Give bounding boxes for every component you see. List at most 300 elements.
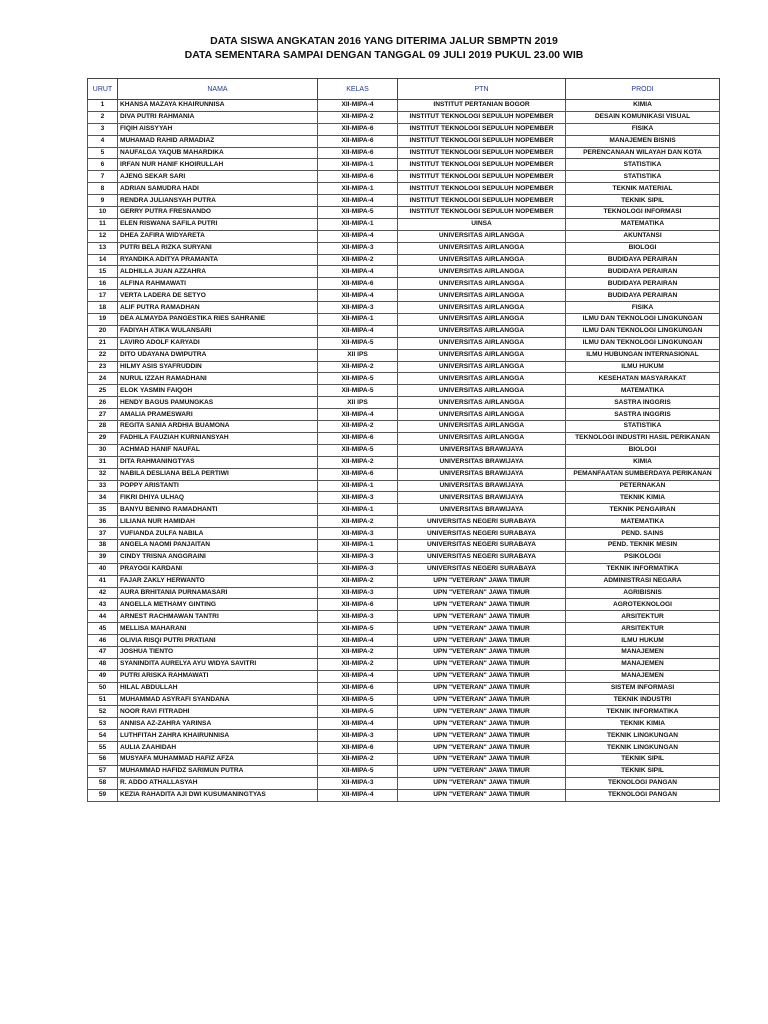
header-urut: URUT <box>88 79 118 100</box>
table-row <box>88 599 720 611</box>
cell-ptn: UNIVERSITAS AIRLANGGA <box>398 409 566 421</box>
table-row <box>88 468 720 480</box>
cell-prodi: TEKNIK PENGAIRAN <box>566 504 720 516</box>
cell-prodi: AGRIBISNIS <box>566 587 720 599</box>
cell-ptn: INSTITUT TEKNOLOGI SEPULUH NOPEMBER <box>398 159 566 171</box>
cell-prodi: STATISTIKA <box>566 159 720 171</box>
cell-urut: 52 <box>88 706 118 718</box>
cell-urut: 51 <box>88 694 118 706</box>
cell-nama: DIVA PUTRI RAHMANIA <box>118 111 318 123</box>
cell-nama: ELOK YASMIN FAIQOH <box>118 385 318 397</box>
cell-urut: 22 <box>88 349 118 361</box>
cell-kelas: XII-MIPA-1 <box>318 504 398 516</box>
cell-prodi: AKUNTANSI <box>566 230 720 242</box>
cell-kelas: XII-MIPA-1 <box>318 159 398 171</box>
cell-nama: R. ADDO ATHALLASYAH <box>118 777 318 789</box>
cell-urut: 11 <box>88 218 118 230</box>
cell-prodi: ILMU HUKUM <box>566 361 720 373</box>
cell-nama: MUSYAFA MUHAMMAD HAFIZ AFZA <box>118 753 318 765</box>
cell-prodi: BUDIDAYA PERAIRAN <box>566 290 720 302</box>
cell-prodi: BUDIDAYA PERAIRAN <box>566 278 720 290</box>
cell-urut: 21 <box>88 337 118 349</box>
cell-kelas: XII-MIPA-3 <box>318 242 398 254</box>
cell-prodi: MANAJEMEN BISNIS <box>566 135 720 147</box>
table-row <box>88 147 720 159</box>
cell-nama: FADHILA FAUZIAH KURNIANSYAH <box>118 432 318 444</box>
cell-kelas: XII-MIPA-6 <box>318 171 398 183</box>
cell-ptn: UNIVERSITAS NEGERI SURABAYA <box>398 539 566 551</box>
cell-kelas: XII-MIPA-6 <box>318 135 398 147</box>
cell-prodi: TEKNIK LINGKUNGAN <box>566 730 720 742</box>
cell-kelas: XII-MIPA-4 <box>318 718 398 730</box>
table-row <box>88 421 720 433</box>
cell-nama: ANGELLA METHAMY GINTING <box>118 599 318 611</box>
cell-prodi: PSIKOLOGI <box>566 551 720 563</box>
cell-nama: ALIF PUTRA RAMADHAN <box>118 302 318 314</box>
cell-ptn: UNIVERSITAS AIRLANGGA <box>398 361 566 373</box>
cell-kelas: XII-MIPA-2 <box>318 658 398 670</box>
cell-urut: 19 <box>88 314 118 326</box>
cell-nama: NAUFALGA YAQUB MAHARDIKA <box>118 147 318 159</box>
cell-kelas: XII-MIPA-1 <box>318 183 398 195</box>
cell-urut: 45 <box>88 623 118 635</box>
student-table <box>87 78 720 802</box>
cell-ptn: INSTITUT TEKNOLOGI SEPULUH NOPEMBER <box>398 171 566 183</box>
table-row <box>88 266 720 278</box>
table-row <box>88 753 720 765</box>
cell-nama: PUTRI ARISKA RAHMAWATI <box>118 670 318 682</box>
cell-nama: MUHAMAD RAHID ARMADIAZ <box>118 135 318 147</box>
cell-urut: 15 <box>88 266 118 278</box>
cell-prodi: MANAJEMEN <box>566 670 720 682</box>
table-row <box>88 682 720 694</box>
cell-ptn: UPN "VETERAN" JAWA TIMUR <box>398 575 566 587</box>
cell-kelas: XII-MIPA-1 <box>318 539 398 551</box>
cell-prodi: TEKNIK INFORMATIKA <box>566 563 720 575</box>
cell-ptn: UNIVERSITAS BRAWIJAYA <box>398 444 566 456</box>
cell-prodi: SASTRA INGGRIS <box>566 409 720 421</box>
cell-urut: 53 <box>88 718 118 730</box>
cell-prodi: ADMINISTRASI NEGARA <box>566 575 720 587</box>
cell-prodi: MANAJEMEN <box>566 658 720 670</box>
table-row <box>88 242 720 254</box>
cell-ptn: UNIVERSITAS NEGERI SURABAYA <box>398 551 566 563</box>
cell-nama: MUHAMMAD ASYRAFI SYANDANA <box>118 694 318 706</box>
cell-kelas: XII-MIPA-5 <box>318 373 398 385</box>
cell-nama: DITO UDAYANA DWIPUTRA <box>118 349 318 361</box>
cell-nama: SYANINDITA AURELYA AYU WIDYA SAVITRI <box>118 658 318 670</box>
cell-ptn: UNIVERSITAS NEGERI SURABAYA <box>398 516 566 528</box>
cell-urut: 28 <box>88 421 118 433</box>
cell-prodi: TEKNOLOGI INDUSTRI HASIL PERIKANAN <box>566 432 720 444</box>
table-body <box>88 100 720 802</box>
cell-prodi: TEKNIK SIPIL <box>566 765 720 777</box>
cell-ptn: UPN "VETERAN" JAWA TIMUR <box>398 646 566 658</box>
table-row <box>88 135 720 147</box>
cell-prodi: TEKNIK MATERIAL <box>566 183 720 195</box>
cell-nama: ALDHILLA JUAN AZZAHRA <box>118 266 318 278</box>
cell-kelas: XII-MIPA-3 <box>318 302 398 314</box>
cell-nama: POPPY ARISTANTI <box>118 480 318 492</box>
cell-kelas: XII-MIPA-2 <box>318 254 398 266</box>
cell-nama: VERTA LADERA DE SETYO <box>118 290 318 302</box>
table-row <box>88 254 720 266</box>
cell-ptn: UNIVERSITAS NEGERI SURABAYA <box>398 563 566 575</box>
cell-kelas: XII-MIPA-4 <box>318 100 398 112</box>
cell-urut: 40 <box>88 563 118 575</box>
cell-urut: 36 <box>88 516 118 528</box>
cell-kelas: XII-MIPA-5 <box>318 385 398 397</box>
cell-ptn: UPN "VETERAN" JAWA TIMUR <box>398 777 566 789</box>
cell-ptn: INSTITUT TEKNOLOGI SEPULUH NOPEMBER <box>398 195 566 207</box>
cell-urut: 56 <box>88 753 118 765</box>
cell-kelas: XII-MIPA-6 <box>318 468 398 480</box>
cell-nama: REGITA SANIA ARDHIA BUAMONA <box>118 421 318 433</box>
cell-prodi: BIOLOGI <box>566 444 720 456</box>
cell-kelas: XII-MIPA-4 <box>318 635 398 647</box>
cell-nama: BANYU BENING RAMADHANTI <box>118 504 318 516</box>
cell-urut: 5 <box>88 147 118 159</box>
table-row <box>88 742 720 754</box>
document-title-block <box>0 34 768 62</box>
cell-nama: AMALIA PRAMESWARI <box>118 409 318 421</box>
cell-kelas: XII-MIPA-4 <box>318 325 398 337</box>
cell-kelas: XII-MIPA-1 <box>318 480 398 492</box>
cell-nama: ACHMAD HANIF NAUFAL <box>118 444 318 456</box>
cell-ptn: INSTITUT TEKNOLOGI SEPULUH NOPEMBER <box>398 207 566 219</box>
cell-ptn: UNIVERSITAS AIRLANGGA <box>398 254 566 266</box>
cell-urut: 48 <box>88 658 118 670</box>
cell-prodi: PEMANFAATAN SUMBERDAYA PERIKANAN <box>566 468 720 480</box>
cell-urut: 18 <box>88 302 118 314</box>
cell-ptn: UPN "VETERAN" JAWA TIMUR <box>398 670 566 682</box>
cell-kelas: XII-MIPA-5 <box>318 207 398 219</box>
cell-ptn: INSTITUT TEKNOLOGI SEPULUH NOPEMBER <box>398 123 566 135</box>
cell-kelas: XII-MIPA-4 <box>318 230 398 242</box>
table-row <box>88 123 720 135</box>
header-ptn: PTN <box>398 79 566 100</box>
cell-kelas: XII-MIPA-5 <box>318 444 398 456</box>
table-row <box>88 575 720 587</box>
cell-kelas: XII-MIPA-3 <box>318 551 398 563</box>
cell-nama: RENDRA JULIANSYAH PUTRA <box>118 195 318 207</box>
cell-ptn: UNIVERSITAS BRAWIJAYA <box>398 468 566 480</box>
cell-prodi: TEKNIK KIMIA <box>566 718 720 730</box>
table-header-row <box>88 79 720 100</box>
cell-prodi: KIMIA <box>566 456 720 468</box>
cell-ptn: UNIVERSITAS AIRLANGGA <box>398 432 566 444</box>
cell-urut: 29 <box>88 432 118 444</box>
cell-kelas: XII-MIPA-6 <box>318 682 398 694</box>
table-row <box>88 111 720 123</box>
cell-prodi: DESAIN KOMUNIKASI VISUAL <box>566 111 720 123</box>
cell-ptn: INSTITUT TEKNOLOGI SEPULUH NOPEMBER <box>398 147 566 159</box>
cell-ptn: UNIVERSITAS AIRLANGGA <box>398 278 566 290</box>
table-row <box>88 159 720 171</box>
table-row <box>88 480 720 492</box>
cell-ptn: UNIVERSITAS BRAWIJAYA <box>398 480 566 492</box>
cell-urut: 57 <box>88 765 118 777</box>
cell-kelas: XII-MIPA-2 <box>318 361 398 373</box>
cell-nama: KEZIA RAHADITA AJI DWI KUSUMANINGTYAS <box>118 789 318 801</box>
cell-urut: 37 <box>88 528 118 540</box>
cell-kelas: XII-MIPA-3 <box>318 492 398 504</box>
cell-prodi: AGROTEKNOLOGI <box>566 599 720 611</box>
cell-prodi: PERENCANAAN WILAYAH DAN KOTA <box>566 147 720 159</box>
cell-prodi: TEKNIK INFORMATIKA <box>566 706 720 718</box>
cell-ptn: UPN "VETERAN" JAWA TIMUR <box>398 765 566 777</box>
cell-ptn: UNIVERSITAS NEGERI SURABAYA <box>398 528 566 540</box>
header-kelas: KELAS <box>318 79 398 100</box>
cell-kelas: XII IPS <box>318 349 398 361</box>
cell-ptn: UPN "VETERAN" JAWA TIMUR <box>398 599 566 611</box>
cell-ptn: UNIVERSITAS AIRLANGGA <box>398 325 566 337</box>
cell-urut: 23 <box>88 361 118 373</box>
table-row <box>88 670 720 682</box>
cell-nama: HENDY BAGUS PAMUNGKAS <box>118 397 318 409</box>
table-row <box>88 456 720 468</box>
cell-nama: ANGELA NAOMI PANJAITAN <box>118 539 318 551</box>
cell-nama: LAVIRO ADOLF KARYADI <box>118 337 318 349</box>
table-row <box>88 373 720 385</box>
cell-prodi: TEKNIK INDUSTRI <box>566 694 720 706</box>
cell-urut: 10 <box>88 207 118 219</box>
cell-urut: 33 <box>88 480 118 492</box>
cell-kelas: XII-MIPA-2 <box>318 111 398 123</box>
table-row <box>88 551 720 563</box>
cell-prodi: ARSITEKTUR <box>566 623 720 635</box>
cell-kelas: XII-MIPA-4 <box>318 789 398 801</box>
cell-kelas: XII-MIPA-5 <box>318 337 398 349</box>
cell-kelas: XII-MIPA-6 <box>318 278 398 290</box>
table-row <box>88 706 720 718</box>
cell-urut: 13 <box>88 242 118 254</box>
cell-kelas: XII-MIPA-2 <box>318 516 398 528</box>
cell-urut: 14 <box>88 254 118 266</box>
table-row <box>88 539 720 551</box>
cell-prodi: STATISTIKA <box>566 171 720 183</box>
cell-ptn: UPN "VETERAN" JAWA TIMUR <box>398 718 566 730</box>
table-row <box>88 207 720 219</box>
cell-nama: LUTHFITAH ZAHRA KHAIRUNNISA <box>118 730 318 742</box>
cell-urut: 31 <box>88 456 118 468</box>
cell-prodi: MATEMATIKA <box>566 218 720 230</box>
cell-kelas: XII-MIPA-3 <box>318 730 398 742</box>
table-row <box>88 492 720 504</box>
cell-kelas: XII-MIPA-3 <box>318 528 398 540</box>
cell-prodi: FISIKA <box>566 123 720 135</box>
cell-nama: MELLISA MAHARANI <box>118 623 318 635</box>
cell-ptn: INSTITUT PERTANIAN BOGOR <box>398 100 566 112</box>
cell-urut: 2 <box>88 111 118 123</box>
cell-ptn: UNIVERSITAS AIRLANGGA <box>398 302 566 314</box>
cell-prodi: PETERNAKAN <box>566 480 720 492</box>
cell-ptn: UPN "VETERAN" JAWA TIMUR <box>398 635 566 647</box>
cell-prodi: TEKNIK LINGKUNGAN <box>566 742 720 754</box>
table-row <box>88 516 720 528</box>
cell-kelas: XII-MIPA-4 <box>318 409 398 421</box>
table-row <box>88 195 720 207</box>
table-row <box>88 183 720 195</box>
table-row <box>88 397 720 409</box>
cell-kelas: XII IPS <box>318 397 398 409</box>
table-row <box>88 611 720 623</box>
cell-kelas: XII-MIPA-2 <box>318 575 398 587</box>
cell-ptn: UPN "VETERAN" JAWA TIMUR <box>398 623 566 635</box>
table-row <box>88 694 720 706</box>
cell-nama: AURA BRHITANIA PURNAMASARI <box>118 587 318 599</box>
table-row <box>88 765 720 777</box>
cell-ptn: UPN "VETERAN" JAWA TIMUR <box>398 587 566 599</box>
cell-ptn: UPN "VETERAN" JAWA TIMUR <box>398 611 566 623</box>
cell-prodi: BIOLOGI <box>566 242 720 254</box>
cell-kelas: XII-MIPA-5 <box>318 706 398 718</box>
cell-nama: NABILA DESLIANA BELA PERTIWI <box>118 468 318 480</box>
table-row <box>88 314 720 326</box>
cell-ptn: UPN "VETERAN" JAWA TIMUR <box>398 658 566 670</box>
table-row <box>88 587 720 599</box>
cell-ptn: UNIVERSITAS AIRLANGGA <box>398 337 566 349</box>
cell-nama: CINDY TRISNA ANGGRAINI <box>118 551 318 563</box>
cell-kelas: XII-MIPA-2 <box>318 646 398 658</box>
cell-urut: 26 <box>88 397 118 409</box>
cell-urut: 59 <box>88 789 118 801</box>
cell-urut: 17 <box>88 290 118 302</box>
cell-urut: 16 <box>88 278 118 290</box>
cell-ptn: UPN "VETERAN" JAWA TIMUR <box>398 694 566 706</box>
cell-prodi: TEKNOLOGI INFORMASI <box>566 207 720 219</box>
table-row <box>88 563 720 575</box>
table-row <box>88 385 720 397</box>
table-row <box>88 325 720 337</box>
cell-nama: DITA RAHMANINGTYAS <box>118 456 318 468</box>
cell-ptn: UPN "VETERAN" JAWA TIMUR <box>398 789 566 801</box>
table-row <box>88 635 720 647</box>
table-row <box>88 777 720 789</box>
cell-ptn: UNIVERSITAS BRAWIJAYA <box>398 456 566 468</box>
cell-nama: FAJAR ZAKLY HERWANTO <box>118 575 318 587</box>
cell-prodi: SASTRA INGGRIS <box>566 397 720 409</box>
table-row <box>88 100 720 112</box>
cell-kelas: XII-MIPA-6 <box>318 123 398 135</box>
table-row <box>88 730 720 742</box>
cell-kelas: XII-MIPA-3 <box>318 611 398 623</box>
cell-urut: 50 <box>88 682 118 694</box>
table-row <box>88 646 720 658</box>
cell-urut: 54 <box>88 730 118 742</box>
cell-ptn: UNIVERSITAS BRAWIJAYA <box>398 492 566 504</box>
cell-nama: FADIYAH ATIKA WULANSARI <box>118 325 318 337</box>
cell-prodi: TEKNIK KIMIA <box>566 492 720 504</box>
header-nama: NAMA <box>118 79 318 100</box>
cell-ptn: UINSA <box>398 218 566 230</box>
table-row <box>88 623 720 635</box>
cell-ptn: INSTITUT TEKNOLOGI SEPULUH NOPEMBER <box>398 135 566 147</box>
cell-ptn: UNIVERSITAS AIRLANGGA <box>398 397 566 409</box>
document-title: DATA SISWA ANGKATAN 2016 YANG DITERIMA JALUR SBMPTN 2019 <box>210 35 558 47</box>
cell-nama: ELEN RISWANA SAFILA PUTRI <box>118 218 318 230</box>
cell-urut: 43 <box>88 599 118 611</box>
cell-kelas: XII-MIPA-6 <box>318 432 398 444</box>
cell-nama: OLIVIA RISQI PUTRI PRATIANI <box>118 635 318 647</box>
cell-nama: NURUL IZZAH RAMADHANI <box>118 373 318 385</box>
cell-kelas: XII-MIPA-4 <box>318 290 398 302</box>
cell-nama: DEA ALMAYDA PANGESTIKA RIES SAHRANIE <box>118 314 318 326</box>
cell-nama: VUFIANDA ZULFA NABILA <box>118 528 318 540</box>
document-subtitle: DATA SEMENTARA SAMPAI DENGAN TANGGAL 09 JULI 2019 PUKUL 23.00 WIB <box>184 49 584 61</box>
cell-prodi: ILMU DAN TEKNOLOGI LINGKUNGAN <box>566 314 720 326</box>
cell-kelas: XII-MIPA-6 <box>318 599 398 611</box>
cell-prodi: ARSITEKTUR <box>566 611 720 623</box>
cell-prodi: PEND. TEKNIK MESIN <box>566 539 720 551</box>
cell-kelas: XII-MIPA-4 <box>318 670 398 682</box>
cell-kelas: XII-MIPA-5 <box>318 694 398 706</box>
table-row <box>88 171 720 183</box>
cell-prodi: ILMU DAN TEKNOLOGI LINGKUNGAN <box>566 325 720 337</box>
cell-ptn: UPN "VETERAN" JAWA TIMUR <box>398 682 566 694</box>
cell-urut: 35 <box>88 504 118 516</box>
cell-nama: LILIANA NUR HAMIDAH <box>118 516 318 528</box>
cell-ptn: UNIVERSITAS AIRLANGGA <box>398 266 566 278</box>
cell-urut: 39 <box>88 551 118 563</box>
cell-ptn: UNIVERSITAS AIRLANGGA <box>398 421 566 433</box>
cell-prodi: KIMIA <box>566 100 720 112</box>
cell-urut: 38 <box>88 539 118 551</box>
cell-kelas: XII-MIPA-2 <box>318 753 398 765</box>
cell-nama: IRFAN NUR HANIF KHOIRULLAH <box>118 159 318 171</box>
cell-nama: PRAYOGI KARDANI <box>118 563 318 575</box>
cell-urut: 24 <box>88 373 118 385</box>
cell-nama: JOSHUA TIENTO <box>118 646 318 658</box>
cell-prodi: SISTEM INFORMASI <box>566 682 720 694</box>
cell-urut: 47 <box>88 646 118 658</box>
cell-prodi: TEKNIK SIPIL <box>566 753 720 765</box>
cell-kelas: XII-MIPA-5 <box>318 765 398 777</box>
cell-ptn: UNIVERSITAS AIRLANGGA <box>398 290 566 302</box>
cell-prodi: TEKNIK SIPIL <box>566 195 720 207</box>
cell-ptn: UPN "VETERAN" JAWA TIMUR <box>398 742 566 754</box>
cell-kelas: XII-MIPA-6 <box>318 147 398 159</box>
cell-urut: 9 <box>88 195 118 207</box>
cell-nama: RYANDIKA ADITYA PRAMANTA <box>118 254 318 266</box>
table-row <box>88 337 720 349</box>
cell-urut: 41 <box>88 575 118 587</box>
cell-urut: 34 <box>88 492 118 504</box>
cell-nama: FIQIH AISSYYAH <box>118 123 318 135</box>
cell-nama: NOOR RAVI FITRADHI <box>118 706 318 718</box>
cell-ptn: UNIVERSITAS AIRLANGGA <box>398 230 566 242</box>
table-row <box>88 409 720 421</box>
table-row <box>88 432 720 444</box>
cell-ptn: INSTITUT TEKNOLOGI SEPULUH NOPEMBER <box>398 111 566 123</box>
cell-urut: 27 <box>88 409 118 421</box>
cell-urut: 25 <box>88 385 118 397</box>
cell-kelas: XII-MIPA-4 <box>318 266 398 278</box>
cell-kelas: XII-MIPA-5 <box>318 623 398 635</box>
cell-ptn: UNIVERSITAS AIRLANGGA <box>398 373 566 385</box>
table-row <box>88 504 720 516</box>
cell-prodi: TEKNOLOGI PANGAN <box>566 777 720 789</box>
cell-kelas: XII-MIPA-6 <box>318 742 398 754</box>
cell-ptn: UPN "VETERAN" JAWA TIMUR <box>398 753 566 765</box>
cell-kelas: XII-MIPA-3 <box>318 563 398 575</box>
cell-kelas: XII-MIPA-1 <box>318 218 398 230</box>
cell-prodi: PEND. SAINS <box>566 528 720 540</box>
cell-urut: 20 <box>88 325 118 337</box>
cell-urut: 58 <box>88 777 118 789</box>
cell-nama: FIKRI DHIYA ULHAQ <box>118 492 318 504</box>
cell-ptn: UNIVERSITAS AIRLANGGA <box>398 314 566 326</box>
